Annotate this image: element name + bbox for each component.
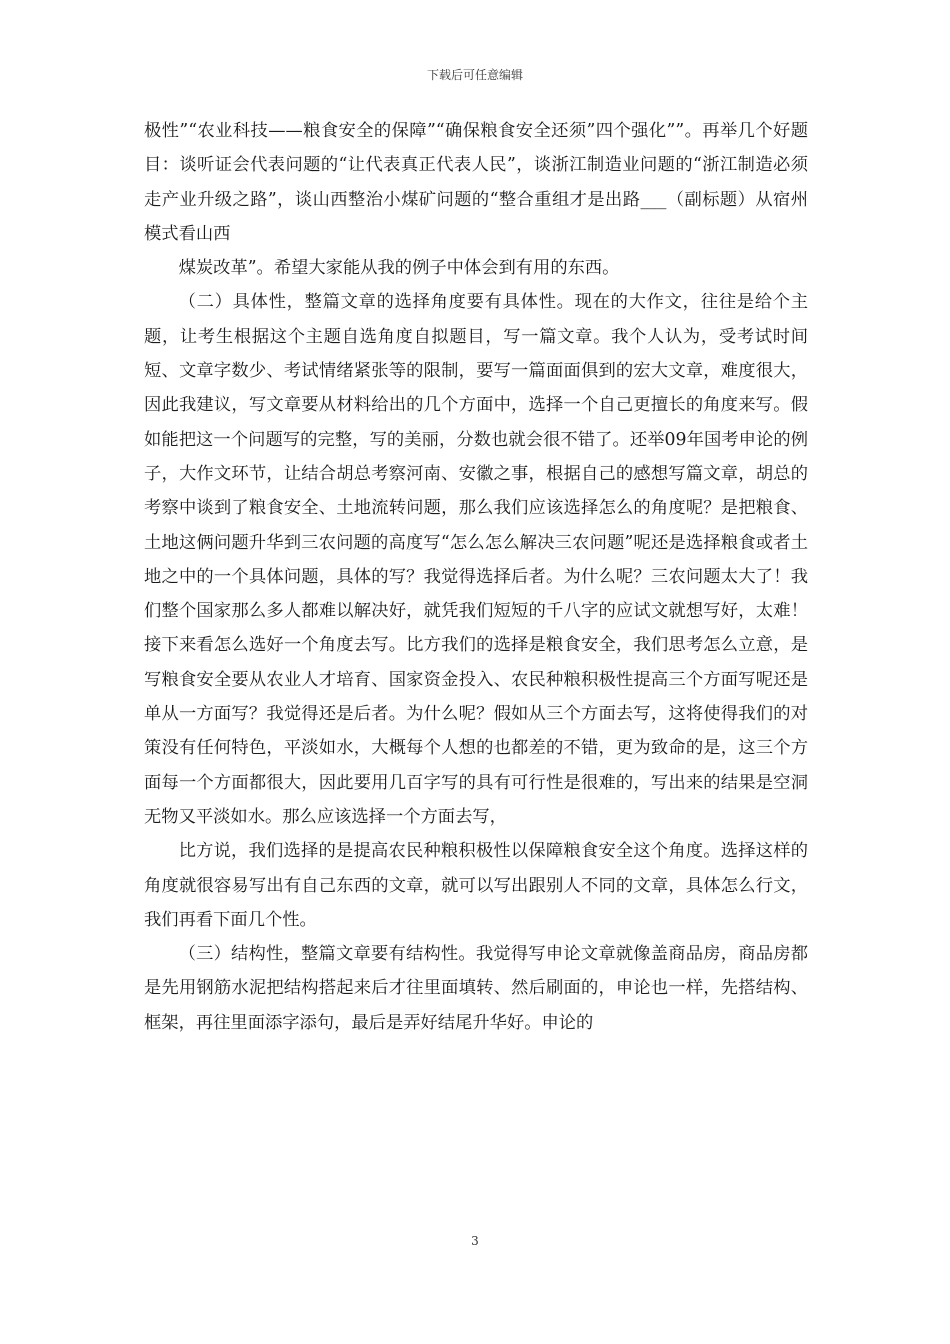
paragraph-2: 煤炭改革”。希望大家能从我的例子中体会到有用的东西。 [178,258,620,279]
document-body [144,114,808,1040]
paragraph-1: 极性”“农业科技——粮食安全的保障”“确保粮食安全还须”四个强化””。再举几个好题目：谈听证会代表问题的“让代表真正代表人民”，谈浙江制造业问题的“浙江制造必须走产业升级之路”，谈山西整治小煤矿问题的“整合重组才是出路___（副标题）从宿州模式看山西 [144,121,808,244]
page-number: 3 [471,1234,479,1248]
paragraph-3: （二）具体性，整篇文章的选择角度要有具体性。现在的大作文，往往是给个主题，让考生根据这个主题自选角度自拟题目，写一篇文章。我个人认为，受考试时间短、文章字数少、考试情绪紧张等的限制，要写一篇面面俱到的宏大文章，难度很大，因此我建议，写文章要从材料给出的几个方面中，选择一个自己更擅长的角度来写。假如能把这一个问题写的完整，写的美丽，分数也就会很不错了。还举09年国考申论的例子，大作文环节，让结合胡总考察河南、安徽之事，根据自己的感想写篇文章，胡总的考察中谈到了粮食安全、土地流转问题，那么我们应该选择怎么的角度呢？是把粮食、土地这俩问题升华到三农问题的高度写“怎么怎么解决三农问题”呢还是选择粮食或者土地之中的一个具体问题，具体的写？我觉得选择后者。为什么呢？三农问题太大了！我们整个国家那么多人都难以解决好，就凭我们短短的千八字的应试文就想写好，太难！接下来看怎么选好一个角度去写。比方我们的选择是粮食安全，我们思考怎么立意，是写粮食安全要从农业人才培育、国家资金投入、农民种粮积极性提高三个方面写呢还是单从一方面写？我觉得还是后者。为什么呢？假如从三个方面去写，这将使得我们的对策没有任何特色，平淡如水，大概每个人想的也都差的不错，更为致命的是，这三个方面每一个方面都很大，因此要用几百字写的具有可行性是很难的，写出来的结果是空洞无物又平淡如水。那么应该选择一个方面去写， [144,292,808,827]
paragraph-4: 比方说，我们选择的是提高农民种粮积极性以保障粮食安全这个角度。选择这样的角度就很容易写出有自己东西的文章，就可以写出跟别人不同的文章，具体怎么行文，我们再看下面几个性。 [144,841,808,930]
paragraph-5: （三）结构性，整篇文章要有结构性。我觉得写申论文章就像盖商品房，商品房都是先用钢筋水泥把结构搭起来后才往里面填转、然后刷面的，申论也一样，先搭结构、框架，再往里面添字添句，最后是弄好结尾升华好。申论的 [144,944,808,1033]
page-header: 下载后可任意编辑 [426,68,523,82]
